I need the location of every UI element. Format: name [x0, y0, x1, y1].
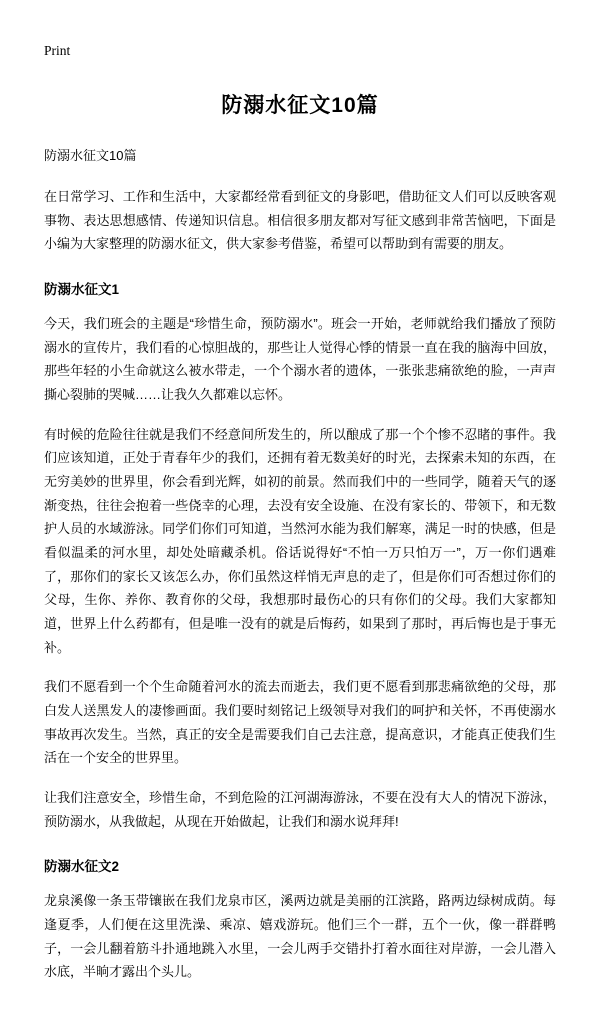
- section-heading-2: 防溺水征文2: [44, 859, 120, 875]
- page-title: 防溺水征文10篇: [221, 94, 379, 117]
- section-1-paragraph-4: 让我们注意安全，珍惜生命，不到危险的江河湖海游泳，不要在没有大人的情况下游泳，预防溺水，从我做起，从现在开始做起，让我们和溺水说拜拜!: [44, 789, 556, 829]
- print-link[interactable]: Print: [44, 43, 71, 58]
- section-1-paragraph-1: 今天，我们班会的主题是“珍惜生命，预防溺水”。班会一开始，老师就给我们播放了预防溺水的宣传片，我们看的心惊胆战的，那些让人觉得心悸的情景一直在我的脑海中回放，那些年轻的小生命就这么被水带走，一个个溺水者的遗体，一张张悲痛欲绝的脸，一声声撕心裂肺的哭喊……让我久久都难以忘怀。: [44, 316, 556, 403]
- section-1-paragraph-3: 我们不愿看到一个个生命随着河水的流去而逝去，我们更不愿看到那悲痛欲绝的父母，那白发人送黑发人的凄惨画面。我们要时刻铭记上级领导对我们的呵护和关怀，不再使溺水事故再次发生。当然，真正的安全是需要我们自己去注意，提高意识，才能真正使我们生活在一个安全的世界里。: [44, 679, 556, 766]
- document-subtitle: 防溺水征文10篇: [44, 148, 137, 163]
- intro-paragraph: 在日常学习、工作和生活中，大家都经常看到征文的身影吧，借助征文人们可以反映客观事物、表达思想感情、传递知识信息。相信很多朋友都对写征文感到非常苦恼吧，下面是小编为大家整理的防溺水征文，供大家参考借鉴，希望可以帮助到有需要的朋友。: [44, 189, 556, 252]
- section-heading-1: 防溺水征文1: [44, 282, 120, 298]
- section-2-paragraph-1: 龙泉溪像一条玉带镶嵌在我们龙泉市区，溪两边就是美丽的江滨路，路两边绿树成荫。每逢夏季，人们便在这里洗澡、乘凉、嬉戏游玩。他们三个一群，五个一伙，像一群群鸭子，一会儿翻着筋斗扑通地跳入水里，一会儿两手交错扑打着水面往对岸游，一会儿潜入水底，半晌才露出个头儿。: [44, 893, 556, 980]
- section-1-paragraph-2: 有时候的危险往往就是我们不经意间所发生的，所以酿成了那一个个惨不忍睹的事件。我们应该知道，正处于青春年少的我们，还拥有着无数美好的时光，去探索未知的东西，在无穷美妙的世界里，你会看到光辉，如初的前景。然而我们中的一些同学，随着天气的逐渐变热，往往会抱着一些侥幸的心理，去没有安全设施、在没有家长的、带领下，和无数护人员的水域游泳。同学们你们可知道，当然河水能为我们解寒，满足一时的快感，但是看似温柔的河水里，却处处暗藏杀机。俗话说得好“不怕一万只怕万一”，万一你们遇难了，那你们的家长又该怎么办，你们虽然这样悄无声息的走了，但是你们可否想过你们的父母，生你、养你、教育你的父母，我想那时最伤心的只有你们的父母。我们大家都知道，世界上什么药都有，但是唯一没有的就是后悔药，如果到了那时，再后悔也是于事无补。: [44, 426, 556, 655]
